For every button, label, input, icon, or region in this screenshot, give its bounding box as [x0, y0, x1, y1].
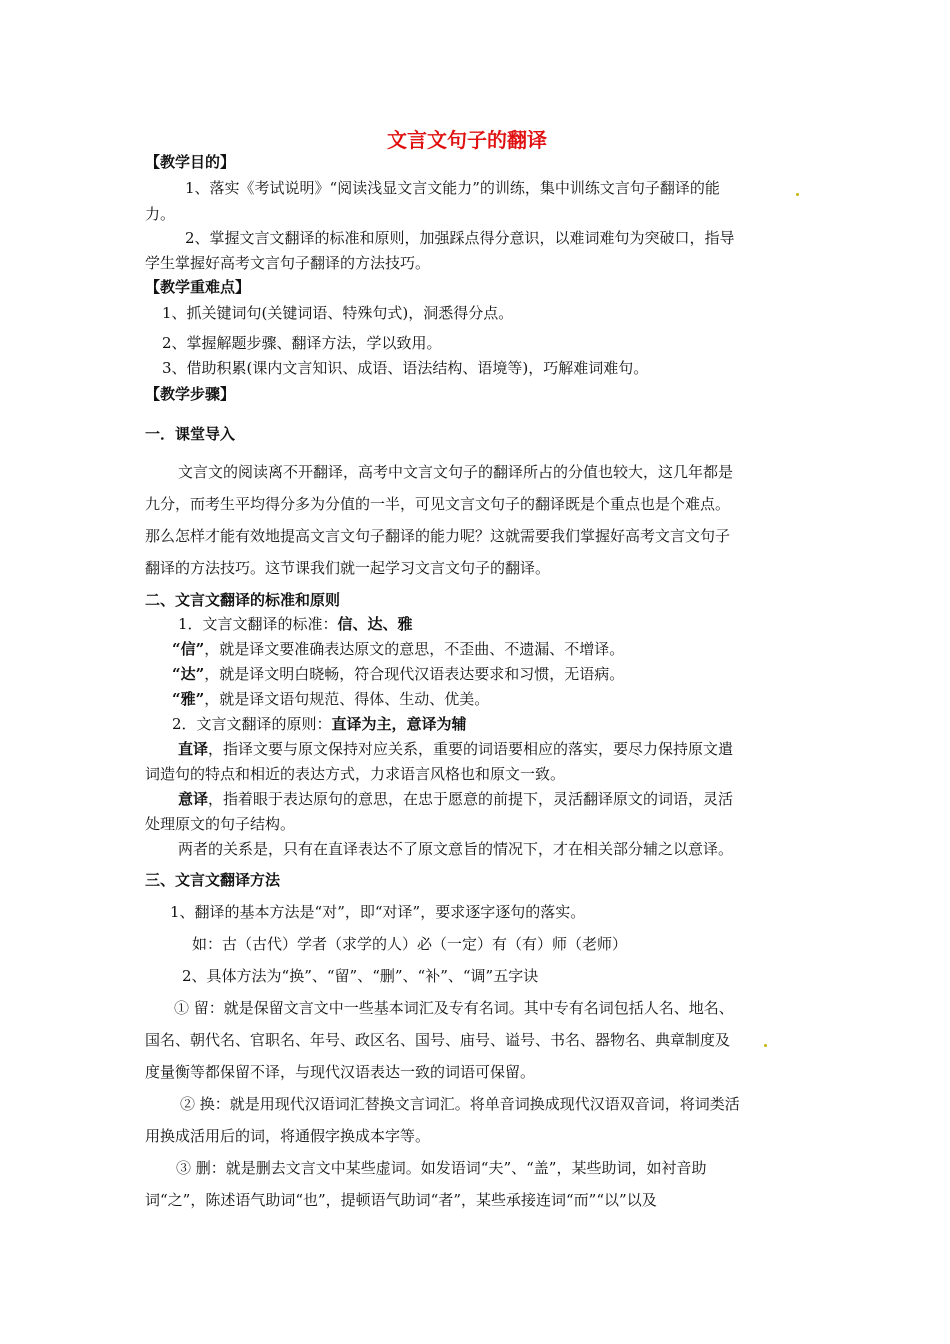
- example-line: 如：古（古代）学者（求学的人）必（一定）有（有）师（老师）: [192, 935, 628, 953]
- term-literal: 直译: [178, 740, 209, 758]
- method-line: 1、翻译的基本方法是“对”，即“对译”，要求逐字逐句的落实。: [170, 903, 586, 921]
- definition-da: ，就是译文明白晓畅，符合现代汉语表达要求和习惯，无语病。: [204, 665, 625, 683]
- paragraph-line: 2、掌握文言文翻译的标准和原则，加强踩点得分意识，以难词难句为突破口，指导: [185, 229, 735, 247]
- standard-da: [172, 664, 624, 684]
- list-item: 1、抓关键词句(关键词语、特殊句式)，洞悉得分点。: [162, 304, 514, 322]
- principle-keywords: 直译为主，意译为辅: [331, 715, 467, 733]
- principle-prefix: 2．文言文翻译的原则：: [172, 715, 332, 733]
- literal-translation-line: [178, 739, 733, 759]
- paragraph-line: 1、落实《考试说明》“阅读浅显文言文能力”的训练，集中训练文言句子翻译的能: [185, 179, 720, 197]
- paragraph-line: 用换成活用后的词，将通假字换成本字等。: [145, 1127, 431, 1145]
- term-da: “达”: [172, 665, 205, 683]
- paragraph-line: 词造句的特点和相近的表达方式，力求语言风格也和原文一致。: [145, 765, 566, 783]
- paragraph-line: 那么怎样才能有效地提高文言文句子翻译的能力呢？这就需要我们掌握好高考文言文句子: [145, 527, 731, 545]
- definition-ya: ，就是译文语句规范、得体、生动、优美。: [204, 690, 490, 708]
- standard-line: [178, 614, 413, 634]
- marker-dot: [764, 1044, 767, 1047]
- method-line: 2、具体方法为“换”、“留”、“删”、“补”、“调”五字诀: [182, 967, 539, 985]
- subheading-standards: 二、文言文翻译的标准和原则: [145, 591, 341, 609]
- subheading-methods: 三、文言文翻译方法: [145, 871, 281, 889]
- page-title: 文言文句子的翻译: [387, 128, 547, 152]
- term-ya: “雅”: [172, 690, 205, 708]
- paragraph-line: ① 留：就是保留文言文中一些基本词汇及专有名词。其中专有名词包括人名、地名、: [174, 999, 734, 1017]
- standard-xin: [172, 639, 624, 659]
- term-free: 意译: [178, 790, 209, 808]
- list-item: 2、掌握解题步骤、翻译方法，学以致用。: [162, 334, 442, 352]
- term-xin: “信”: [172, 640, 205, 658]
- paragraph-line: 学生掌握好高考文言句子翻译的方法技巧。: [145, 254, 431, 272]
- definition-xin: ，就是译文要准确表达原文的意思，不歪曲、不遗漏、不增译。: [204, 640, 625, 658]
- list-item: 3、借助积累(课内文言知识、成语、语法结构、语境等)，巧解难词难句。: [162, 359, 649, 377]
- standard-ya: [172, 689, 489, 709]
- paragraph-line: ② 换：就是用现代汉语词汇替换文言词汇。将单音词换成现代汉语双音词，将词类活: [180, 1095, 740, 1113]
- free-translation-line: [178, 789, 733, 809]
- paragraph-line: 翻译的方法技巧。这节课我们就一起学习文言文句子的翻译。: [145, 559, 551, 577]
- subheading-intro: 一．课堂导入: [145, 425, 236, 443]
- principle-line: [172, 714, 467, 734]
- paragraph-line: 文言文的阅读离不开翻译，高考中文言文句子的翻译所占的分值也较大，这几年都是: [178, 463, 734, 481]
- paragraph-line: 国名、朝代名、官职名、年号、政区名、国号、庙号、谥号、书名、器物名、典章制度及: [145, 1031, 731, 1049]
- section-heading-steps: 【教学步骤】: [145, 385, 236, 403]
- paragraph-line: ③ 删：就是删去文言文中某些虚词。如发语词“夫”、“盖”，某些助词，如衬音助: [176, 1159, 707, 1177]
- standard-keywords: 信、达、雅: [337, 615, 413, 633]
- paragraph-line: 处理原文的句子结构。: [145, 815, 296, 833]
- paragraph-line: 两者的关系是，只有在直译表达不了原文意旨的情况下，才在相关部分辅之以意译。: [178, 840, 734, 858]
- marker-dot: [796, 193, 799, 196]
- paragraph-line: 九分，而考生平均得分多为分值的一半，可见文言文句子的翻译既是个重点也是个难点。: [145, 495, 731, 513]
- definition-free: ，指着眼于表达原句的意思，在忠于愿意的前提下，灵活翻译原文的词语，灵活: [208, 790, 734, 808]
- paragraph-line: 力。: [145, 205, 176, 223]
- paragraph-line: 词“之”，陈述语气助词“也”，提顿语气助词“者”，某些承接连词“而”“以”以及: [145, 1191, 657, 1209]
- definition-literal: ，指译文要与原文保持对应关系，重要的词语要相应的落实，要尽力保持原文遣: [208, 740, 734, 758]
- standard-prefix: 1．文言文翻译的标准：: [178, 615, 338, 633]
- section-heading-objectives: 【教学目的】: [145, 153, 236, 171]
- paragraph-line: 度量衡等都保留不译，与现代汉语表达一致的词语可保留。: [145, 1063, 536, 1081]
- section-heading-key-points: 【教学重难点】: [145, 278, 251, 296]
